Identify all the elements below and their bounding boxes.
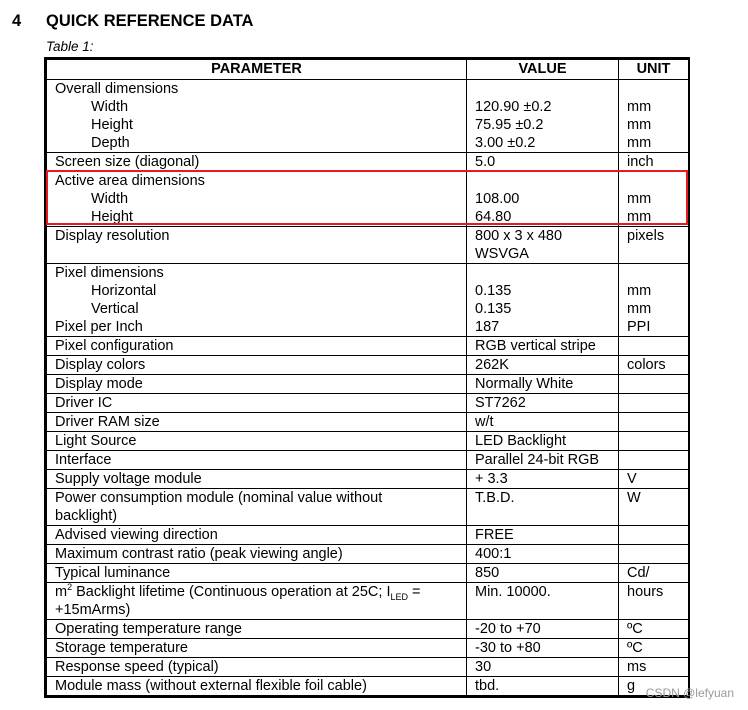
value-line: 30 [475, 659, 492, 675]
value-line: 400:1 [475, 546, 512, 562]
unit-line [627, 80, 688, 98]
cell-param [47, 337, 467, 356]
value-line: 850 [475, 565, 500, 581]
backlight-m: m [55, 584, 68, 600]
value-line: 3.00 ±0.2 [475, 135, 536, 151]
cell-unit [619, 545, 689, 564]
cell-unit [619, 375, 689, 394]
unit-line: ºC [627, 640, 643, 656]
cell-value [467, 394, 619, 413]
cell-value [467, 658, 619, 677]
table-row [47, 545, 689, 564]
value-line: FREE [475, 527, 514, 543]
value-line: Min. 10000. [475, 584, 551, 600]
cell-value [467, 413, 619, 432]
cell-param [47, 153, 467, 172]
unit-line [627, 451, 688, 469]
section-title: QUICK REFERENCE DATA [46, 12, 254, 30]
cell-value [467, 677, 619, 696]
param-line: Screen size (diagonal) [55, 154, 200, 170]
header-unit: UNIT [619, 60, 689, 80]
quick-reference-table [44, 57, 690, 698]
cell-param [47, 227, 467, 264]
unit-line: mm [627, 135, 652, 151]
unit-line: pixels [627, 228, 665, 244]
cell-value [467, 470, 619, 489]
header-value: VALUE [467, 60, 619, 80]
cell-param [47, 80, 467, 153]
cell-unit [619, 639, 689, 658]
param-line [55, 245, 466, 263]
cell-param [47, 264, 467, 337]
cell-unit [619, 526, 689, 545]
cell-value [467, 80, 619, 153]
value-line [475, 80, 618, 98]
table-row [47, 489, 689, 526]
value-line: 262K [475, 357, 509, 373]
unit-line: g [627, 678, 636, 694]
cell-param [47, 526, 467, 545]
param-line: Operating temperature range [55, 621, 242, 637]
cell-unit [619, 394, 689, 413]
cell-value [467, 356, 619, 375]
cell-unit [619, 620, 689, 639]
unit-line: ºC [627, 621, 643, 637]
value-line: tbd. [475, 678, 500, 694]
cell-value [467, 432, 619, 451]
table-row [47, 413, 689, 432]
cell-unit [619, 432, 689, 451]
param-line: backlight) [55, 508, 118, 524]
param-line: Maximum contrast ratio (peak viewing angle) [55, 546, 343, 562]
param-line: Display colors [55, 357, 146, 373]
value-line: LED Backlight [475, 433, 567, 449]
unit-line: mm [627, 191, 652, 207]
param-line: Width [91, 191, 129, 207]
unit-line: mm [627, 301, 652, 317]
value-line: WSVGA [475, 246, 529, 262]
table-row [47, 375, 689, 394]
cell-value [467, 172, 619, 227]
cell-param [47, 172, 467, 227]
param-line: Supply voltage module [55, 471, 202, 487]
param-line: Driver RAM size [55, 414, 160, 430]
unit-line: mm [627, 117, 652, 133]
cell-param [47, 677, 467, 696]
cell-param [47, 470, 467, 489]
cell-unit [619, 80, 689, 153]
value-line [475, 264, 618, 282]
param-line [55, 583, 466, 601]
table-row [47, 564, 689, 583]
param-line: Typical luminance [55, 565, 171, 581]
cell-param [47, 639, 467, 658]
param-line: Power consumption module (nominal value without [55, 490, 383, 506]
cell-value [467, 153, 619, 172]
value-line: ST7262 [475, 395, 526, 411]
cell-unit [619, 153, 689, 172]
unit-line: PPI [627, 319, 651, 335]
cell-value [467, 564, 619, 583]
param-line: +15mArms) [55, 602, 131, 618]
cell-param [47, 432, 467, 451]
value-line: 187 [475, 319, 500, 335]
cell-unit [619, 583, 689, 620]
table-row [47, 172, 689, 227]
unit-line [627, 545, 688, 563]
value-line: + 3.3 [475, 471, 508, 487]
param-line: Interface [55, 452, 112, 468]
param-line: Pixel dimensions [55, 265, 164, 281]
table-row [47, 451, 689, 470]
cell-unit [619, 356, 689, 375]
cell-param [47, 583, 467, 620]
param-line: Pixel configuration [55, 338, 174, 354]
param-line: Storage temperature [55, 640, 188, 656]
table-row [47, 526, 689, 545]
unit-line [627, 601, 688, 619]
unit-line [627, 432, 688, 450]
cell-value [467, 526, 619, 545]
value-line: w/t [475, 414, 494, 430]
cell-unit [619, 337, 689, 356]
value-line: 800 x 3 x 480 [475, 228, 563, 244]
cell-unit [619, 413, 689, 432]
table-row [47, 356, 689, 375]
param-line: Active area dimensions [55, 173, 205, 189]
param-line: Overall dimensions [55, 81, 179, 97]
param-line: Depth [91, 135, 130, 151]
table-row [47, 264, 689, 337]
unit-line: hours [627, 584, 664, 600]
value-line: 0.135 [475, 283, 512, 299]
cell-value [467, 620, 619, 639]
section-number: 4 [12, 12, 22, 30]
cell-param [47, 413, 467, 432]
cell-param [47, 545, 467, 564]
unit-line [627, 264, 688, 282]
cell-value [467, 451, 619, 470]
unit-line: V [627, 471, 637, 487]
cell-value [467, 375, 619, 394]
value-line: 108.00 [475, 191, 520, 207]
cell-param [47, 489, 467, 526]
table-row [47, 677, 689, 696]
value-line: -30 to +80 [475, 640, 541, 656]
section-heading [12, 12, 253, 31]
cell-param [47, 356, 467, 375]
backlight-tail: = [408, 584, 421, 600]
value-line: 5.0 [475, 154, 496, 170]
cell-unit [619, 489, 689, 526]
cell-param [47, 394, 467, 413]
value-line: -20 to +70 [475, 621, 541, 637]
param-line: Pixel per Inch [55, 319, 143, 335]
cell-unit [619, 451, 689, 470]
table-row [47, 583, 689, 620]
value-line: Parallel 24-bit RGB [475, 452, 600, 468]
unit-line [627, 413, 688, 431]
table-row [47, 337, 689, 356]
cell-unit [619, 658, 689, 677]
param-line: Height [91, 117, 133, 133]
value-line: T.B.D. [475, 490, 515, 506]
cell-param [47, 658, 467, 677]
cell-value [467, 337, 619, 356]
param-line: Vertical [91, 301, 139, 317]
table-header-row [47, 60, 689, 80]
unit-line: W [627, 490, 641, 506]
cell-unit [619, 264, 689, 337]
cell-param [47, 451, 467, 470]
cell-value [467, 489, 619, 526]
cell-unit [619, 172, 689, 227]
value-line: 0.135 [475, 301, 512, 317]
cell-value [467, 545, 619, 564]
param-line: Driver IC [55, 395, 113, 411]
unit-line: mm [627, 209, 652, 225]
cell-value [467, 583, 619, 620]
cell-value [467, 227, 619, 264]
unit-line: mm [627, 283, 652, 299]
cell-unit [619, 564, 689, 583]
param-line: Advised viewing direction [55, 527, 218, 543]
cell-unit [619, 470, 689, 489]
value-line [475, 507, 618, 525]
table-caption: Table 1: [46, 39, 94, 54]
unit-line [627, 337, 688, 355]
value-line: Normally White [475, 376, 574, 392]
table-row [47, 639, 689, 658]
table-row [47, 658, 689, 677]
value-line: 64.80 [475, 209, 512, 225]
unit-line: ms [627, 659, 647, 675]
backlight-sub: LED [390, 591, 408, 602]
cell-param [47, 564, 467, 583]
backlight-sup: 2 [67, 582, 73, 593]
param-line: Height [91, 209, 133, 225]
unit-line: colors [627, 357, 666, 373]
table-row [47, 153, 689, 172]
backlight-text: Backlight lifetime (Continuous operation at 25C; I [72, 584, 391, 600]
unit-line [627, 172, 688, 190]
cell-unit [619, 227, 689, 264]
unit-line: inch [627, 154, 654, 170]
table-row [47, 80, 689, 153]
table-row [47, 394, 689, 413]
param-line: Width [91, 99, 129, 115]
value-line: RGB vertical stripe [475, 338, 596, 354]
table-row [47, 620, 689, 639]
table-body [47, 80, 689, 696]
header-parameter: PARAMETER [47, 60, 467, 80]
param-line: Module mass (without external flexible foil cable) [55, 678, 367, 694]
unit-line: Cd/ [627, 565, 650, 581]
param-line: Horizontal [91, 283, 157, 299]
unit-line [627, 394, 688, 412]
param-line: Light Source [55, 433, 137, 449]
value-line: 75.95 ±0.2 [475, 117, 544, 133]
param-line: Display mode [55, 376, 143, 392]
param-line: Response speed (typical) [55, 659, 219, 675]
value-line: 120.90 ±0.2 [475, 99, 552, 115]
cell-param [47, 620, 467, 639]
value-line [475, 601, 618, 619]
cell-value [467, 264, 619, 337]
unit-line: mm [627, 99, 652, 115]
unit-line [627, 245, 688, 263]
table-row [47, 432, 689, 451]
table-row [47, 470, 689, 489]
watermark: CSDN @lefyuan [645, 686, 734, 700]
cell-param [47, 375, 467, 394]
cell-value [467, 639, 619, 658]
table-row [47, 227, 689, 264]
param-line: Display resolution [55, 228, 170, 244]
value-line [475, 172, 618, 190]
unit-line [627, 375, 688, 393]
unit-line [627, 507, 688, 525]
unit-line [627, 526, 688, 544]
